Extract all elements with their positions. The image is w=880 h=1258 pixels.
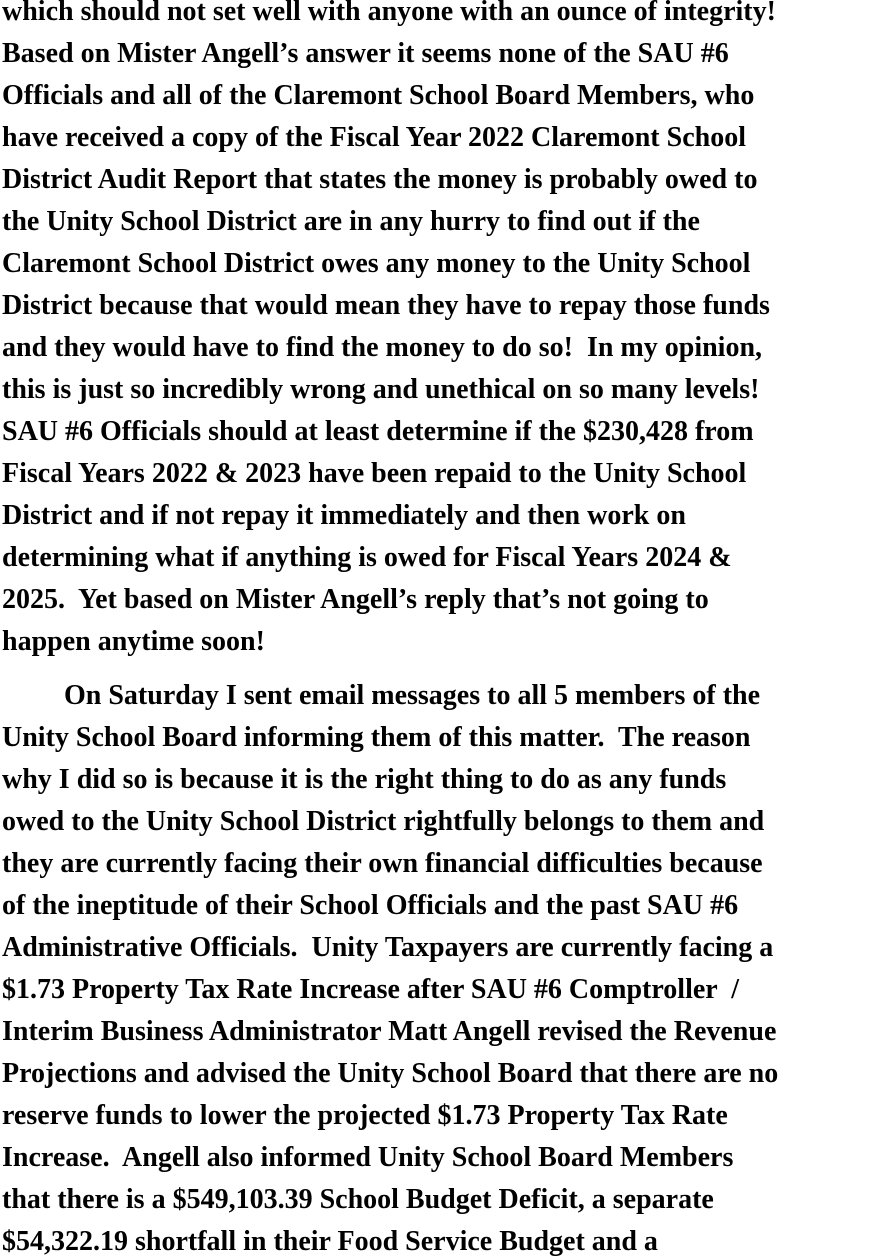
paragraph-2-line-14: $54,322.19 shortfall in their Food Service Budget and a	[2, 1226, 658, 1257]
paragraph-2-line-8: $1.73 Property Tax Rate Increase after SAU #6 Comptroller /	[2, 974, 739, 1005]
paragraph-1-line-3: Officials and all of the Claremont School Board Members, who	[2, 80, 755, 111]
paragraph-1-line-8: District because that would mean they have to repay those funds	[2, 290, 770, 321]
paragraph-1-line-5: District Audit Report that states the money is probably owed to	[2, 164, 758, 195]
paragraph-1-line-13: District and if not repay it immediately and then work on	[2, 500, 686, 531]
paragraph-2-line-13: that there is a $549,103.39 School Budget Deficit, a separate	[2, 1184, 714, 1215]
paragraph-2-line-10: Projections and advised the Unity School Board that there are no	[2, 1058, 779, 1089]
paragraph-2-line-12: Increase. Angell also informed Unity School Board Members	[2, 1142, 734, 1173]
paragraph-1-line-16: happen anytime soon!	[2, 626, 265, 657]
paragraph-2-line-3: why I did so is because it is the right thing to do as any funds	[2, 764, 727, 795]
paragraph-2-line-11: reserve funds to lower the projected $1.73 Property Tax Rate	[2, 1100, 728, 1131]
paragraph-2-line-4: owed to the Unity School District rightfully belongs to them and	[2, 806, 765, 837]
paragraph-1-line-9: and they would have to find the money to do so! In my opinion,	[2, 332, 763, 363]
paragraph-1-line-2: Based on Mister Angell’s answer it seems none of the SAU #6	[2, 38, 729, 69]
paragraph-1-line-15: 2025. Yet based on Mister Angell’s reply that’s not going to	[2, 584, 709, 615]
paragraph-2-line-9: Interim Business Administrator Matt Angell revised the Revenue	[2, 1016, 777, 1047]
paragraph-2-line-2: Unity School Board informing them of this matter. The reason	[2, 722, 751, 753]
paragraph-1-line-14: determining what if anything is owed for Fiscal Years 2024 &	[2, 542, 732, 573]
paragraph-2-line-7: Administrative Officials. Unity Taxpayers are currently facing a	[2, 932, 774, 963]
paragraph-2-line-5: they are currently facing their own financial difficulties because	[2, 848, 763, 879]
paragraph-1-line-6: the Unity School District are in any hurry to find out if the	[2, 206, 700, 237]
paragraph-1-line-4: have received a copy of the Fiscal Year 2022 Claremont School	[2, 122, 746, 153]
paragraph-2-line-1: On Saturday I sent email messages to all 5 members of the	[64, 680, 761, 711]
paragraph-1-line-10: this is just so incredibly wrong and unethical on so many levels!	[2, 374, 760, 405]
paragraph-2-line-6: of the ineptitude of their School Officials and the past SAU #6	[2, 890, 739, 921]
paragraph-1-line-12: Fiscal Years 2022 & 2023 have been repaid to the Unity School	[2, 458, 747, 489]
paragraph-1-line-11: SAU #6 Officials should at least determine if the $230,428 from	[2, 416, 754, 447]
paragraph-1-line-1: which should not set well with anyone with an ounce of integrity!	[2, 0, 776, 27]
paragraph-1-line-7: Claremont School District owes any money to the Unity School	[2, 248, 751, 279]
